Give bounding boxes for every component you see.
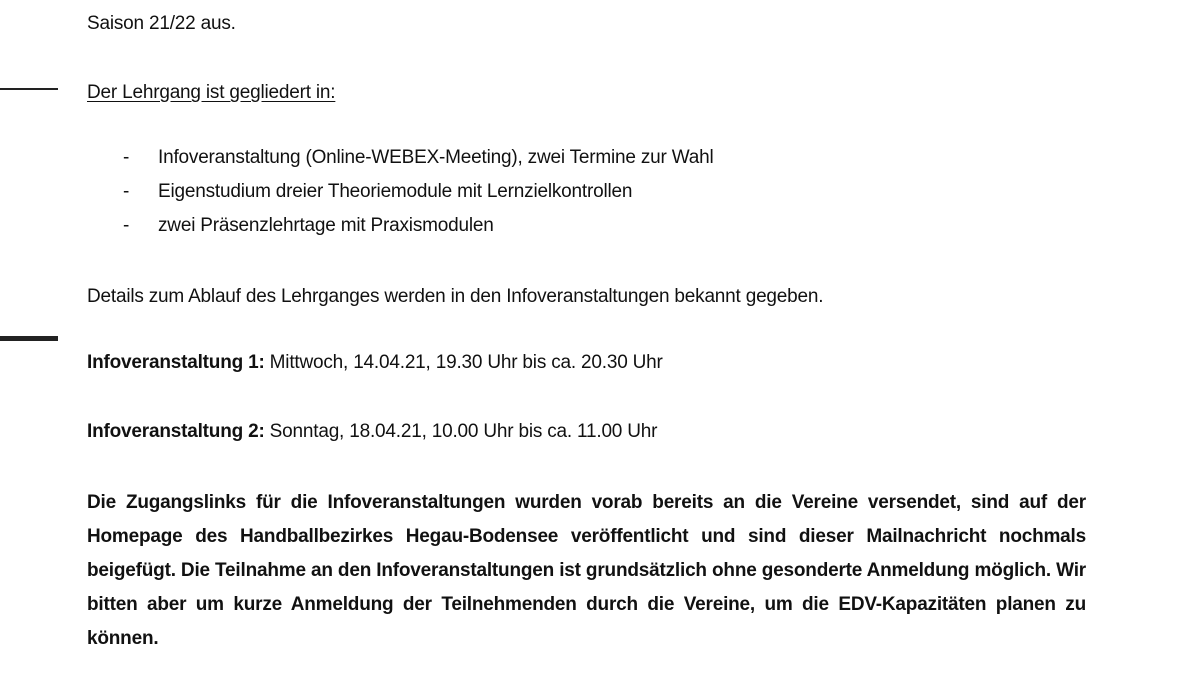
event-1-value: Mittwoch, 14.04.21, 19.30 Uhr bis ca. 20.30 Uhr [269,352,663,373]
section-heading: Der Lehrgang ist gegliedert in: [87,82,336,103]
margin-line-thin [0,88,58,90]
list-marker: - [123,147,130,168]
list-item-text: zwei Präsenzlehrtage mit Praxismodulen [158,215,494,236]
closing-paragraph: Die Zugangslinks für die Infoveranstaltungen wurden vorab bereits an die Vereine versendet, sind auf der Homepage des Handballbezirkes Hegau-Bodensee veröffentlicht und sind dieser Mailnachricht nochmals beigefügt. Die Teilnahme an den Infoveranstaltungen ist grundsätzlich ohne gesonderte Anmeldung möglich. Wir bitten aber um kurze Anmeldung der Teilnehmenden durch die Vereine, um die EDV-Kapazitäten planen zu können. [87,492,1086,649]
event-2-value: Sonntag, 18.04.21, 10.00 Uhr bis ca. 11.00 Uhr [269,421,658,442]
event-1-line [87,351,663,375]
details-line: Details zum Ablauf des Lehrganges werden in den Infoveranstaltungen bekannt gegeben. [87,286,824,307]
margin-line-thick [0,336,58,341]
list-item-text: Eigenstudium dreier Theoriemodule mit Lernzielkontrollen [158,181,633,202]
event-1-label: Infoveranstaltung 1: [87,352,265,373]
event-2-label: Infoveranstaltung 2: [87,421,265,442]
list-item-text: Infoveranstaltung (Online-WEBEX-Meeting), zwei Termine zur Wahl [158,147,714,168]
text-line-top: Saison 21/22 aus. [87,13,236,34]
list-marker: - [123,181,130,202]
event-2-line [87,420,657,444]
list-marker: - [123,215,130,236]
